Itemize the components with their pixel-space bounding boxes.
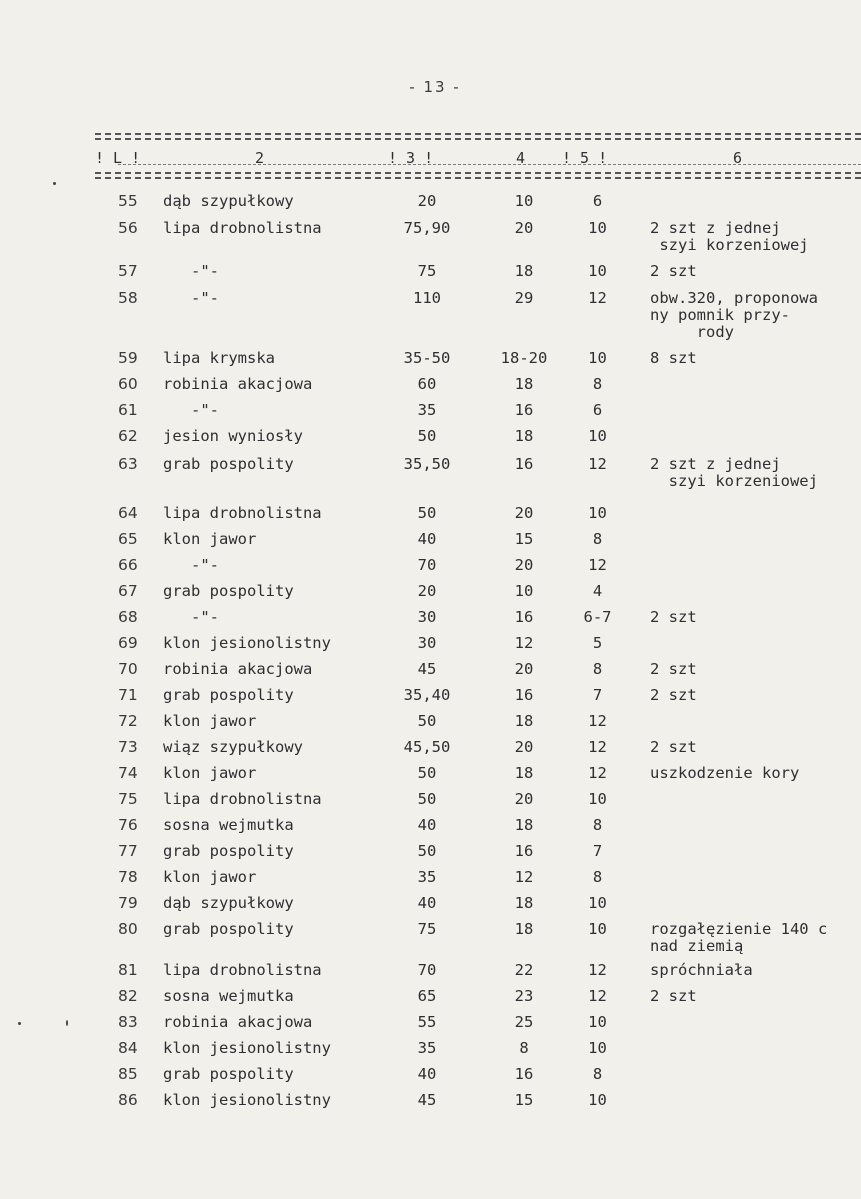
col-5-value: 10 xyxy=(588,427,607,445)
col-3-value: 30 xyxy=(417,608,437,626)
col-5-value: 12 xyxy=(588,455,607,473)
col-4-value: 20 xyxy=(514,660,534,678)
col-3-value: 50 xyxy=(417,504,437,522)
col-4-value: 16 xyxy=(514,1065,534,1083)
row-number: 55 xyxy=(118,192,138,210)
col-5-value: 7 xyxy=(592,842,603,860)
col-4-value: 20 xyxy=(514,219,534,237)
col-5-value: 12 xyxy=(588,712,607,730)
row-number: 68 xyxy=(118,608,138,626)
col-5-value: 12 xyxy=(588,987,607,1005)
row-number: 62 xyxy=(118,427,138,445)
note: 8 szt xyxy=(650,349,697,367)
row-number: 76 xyxy=(118,816,138,834)
row-number: 84 xyxy=(118,1039,138,1057)
col-3-value: 40 xyxy=(417,816,437,834)
header-col-1: ! L ! xyxy=(95,149,141,167)
row-number: 71 xyxy=(118,686,138,704)
row-number: 69 xyxy=(118,634,138,652)
col-4-value: 15 xyxy=(514,530,534,548)
col-3-value: 55 xyxy=(417,1013,437,1031)
row-number: 79 xyxy=(118,894,138,912)
header-rule-top xyxy=(95,133,861,140)
col-5-value: 8 xyxy=(592,375,603,393)
note: spróchniała xyxy=(650,961,753,979)
species-name: grab pospolity xyxy=(163,686,294,704)
col-5-value: 10 xyxy=(588,504,607,522)
row-number: 63 xyxy=(118,455,138,473)
col-3-value: 45 xyxy=(417,1091,437,1109)
col-3-value: 50 xyxy=(417,427,437,445)
row-number: 86 xyxy=(118,1091,138,1109)
species-name: dąb szypułkowy xyxy=(163,192,294,210)
col-4-value: 16 xyxy=(514,401,534,419)
col-5-value: 7 xyxy=(592,686,603,704)
col-4-value: 8 xyxy=(519,1039,529,1057)
col-5-value: 10 xyxy=(588,1013,607,1031)
species-name: lipa drobnolistna xyxy=(163,504,322,522)
species-name: klon jawor xyxy=(163,530,257,548)
col-5-value: 12 xyxy=(588,961,607,979)
col-3-value: 45 xyxy=(417,660,437,678)
col-4-value: 29 xyxy=(514,289,534,307)
col-4-value: 10 xyxy=(514,192,534,210)
header-rule-bottom xyxy=(95,172,861,179)
col-3-value: 50 xyxy=(417,764,437,782)
header-col-4: 4 xyxy=(516,149,526,167)
col-5-value: 6 xyxy=(592,192,603,210)
col-4-value: 20 xyxy=(514,738,534,756)
col-3-value: 20 xyxy=(417,582,437,600)
species-name: robinia akacjowa xyxy=(163,660,313,678)
col-5-value: 10 xyxy=(588,219,607,237)
col-3-value: 35 xyxy=(417,1039,437,1057)
species-name: dąb szypułkowy xyxy=(163,894,294,912)
species-name: jesion wyniosły xyxy=(163,427,303,445)
col-3-value: 35 xyxy=(417,868,437,886)
col-4-value: 10 xyxy=(514,582,534,600)
col-5-value: 12 xyxy=(588,738,607,756)
col-5-value: 8 xyxy=(592,868,603,886)
col-5-value: 12 xyxy=(588,556,607,574)
col-5-value: 12 xyxy=(588,764,607,782)
col-3-value: 35,50 xyxy=(403,455,451,473)
col-4-value: 18-20 xyxy=(500,349,548,367)
note: 2 szt z jednej szyi korzeniowej xyxy=(650,219,809,254)
species-name: klon jesionolistny xyxy=(163,1091,331,1109)
col-3-value: 70 xyxy=(417,961,437,979)
species-name: -"- xyxy=(163,262,219,280)
header-col-3: ! 3 ! xyxy=(388,149,434,167)
row-number: 67 xyxy=(118,582,138,600)
col-3-value: 45,50 xyxy=(403,738,451,756)
species-name: -"- xyxy=(163,401,219,419)
col-3-value: 110 xyxy=(413,289,441,307)
row-number: 77 xyxy=(118,842,138,860)
species-name: lipa drobnolistna xyxy=(163,219,322,237)
note: 2 szt xyxy=(650,987,697,1005)
col-4-value: 18 xyxy=(514,764,534,782)
col-5-value: 10 xyxy=(588,1039,607,1057)
col-5-value: 8 xyxy=(592,660,603,678)
col-5-value: 10 xyxy=(588,894,607,912)
col-4-value: 23 xyxy=(514,987,534,1005)
row-number: 72 xyxy=(118,712,138,730)
col-5-value: 4 xyxy=(592,582,603,600)
note: 2 szt z jednej szyi korzeniowej xyxy=(650,455,818,490)
species-name: robinia akacjowa xyxy=(163,375,313,393)
note: 2 szt xyxy=(650,686,697,704)
col-4-value: 16 xyxy=(514,686,534,704)
page-number: - 13 - xyxy=(409,78,461,96)
note: rozgałęzienie 140 c nad ziemią xyxy=(650,920,828,955)
row-number: 75 xyxy=(118,790,138,808)
row-number: 57 xyxy=(118,262,138,280)
col-5-value: 10 xyxy=(588,349,607,367)
col-4-value: 18 xyxy=(514,712,534,730)
col-3-value: 30 xyxy=(417,634,437,652)
species-name: klon jawor xyxy=(163,868,257,886)
header-col-2: 2 xyxy=(255,149,265,167)
col-3-value: 75,90 xyxy=(403,219,451,237)
col-5-value: 8 xyxy=(592,530,603,548)
table-header xyxy=(0,149,861,169)
row-number: 56 xyxy=(118,219,138,237)
species-name: grab pospolity xyxy=(163,1065,294,1083)
col-4-value: 20 xyxy=(514,790,534,808)
species-name: -"- xyxy=(163,556,219,574)
col-5-value: 8 xyxy=(592,816,603,834)
row-number: 64 xyxy=(118,504,138,522)
row-number: 81 xyxy=(118,961,138,979)
header-col-6: 6 xyxy=(733,149,743,167)
col-3-value: 35-50 xyxy=(403,349,451,367)
col-3-value: 65 xyxy=(417,987,437,1005)
col-5-value: 8 xyxy=(592,1065,603,1083)
col-4-value: 18 xyxy=(514,816,534,834)
col-4-value: 12 xyxy=(514,868,534,886)
species-name: lipa drobnolistna xyxy=(163,790,322,808)
col-3-value: 50 xyxy=(417,712,437,730)
col-4-value: 18 xyxy=(514,375,534,393)
col-3-value: 50 xyxy=(417,842,437,860)
col-3-value: 75 xyxy=(417,262,437,280)
row-number: 74 xyxy=(118,764,138,782)
row-number: 61 xyxy=(118,401,138,419)
col-4-value: 18 xyxy=(514,262,534,280)
row-number: 82 xyxy=(118,987,138,1005)
col-4-value: 16 xyxy=(514,455,534,473)
species-name: sosna wejmutka xyxy=(163,987,294,1005)
paper-speck xyxy=(53,182,56,185)
species-name: lipa krymska xyxy=(163,349,275,367)
species-name: klon jawor xyxy=(163,764,257,782)
col-3-value: 40 xyxy=(417,894,437,912)
row-number: 58 xyxy=(118,289,138,307)
col-4-value: 20 xyxy=(514,556,534,574)
note: uszkodzenie kory xyxy=(650,764,800,782)
col-5-value: 6 xyxy=(592,401,603,419)
header-col-5: ! 5 ! xyxy=(562,149,608,167)
note: 2 szt xyxy=(650,262,697,280)
row-number: 59 xyxy=(118,349,138,367)
col-3-value: 40 xyxy=(417,530,437,548)
row-number: 65 xyxy=(118,530,138,548)
col-5-value: 6-7 xyxy=(583,608,612,626)
species-name: robinia akacjowa xyxy=(163,1013,313,1031)
species-name: klon jesionolistny xyxy=(163,1039,331,1057)
species-name: lipa drobnolistna xyxy=(163,961,322,979)
row-number: 85 xyxy=(118,1065,138,1083)
row-number: 66 xyxy=(118,556,138,574)
species-name: -"- xyxy=(163,289,219,307)
col-3-value: 20 xyxy=(417,192,437,210)
col-4-value: 15 xyxy=(514,1091,534,1109)
col-3-value: 75 xyxy=(417,920,437,938)
col-4-value: 25 xyxy=(514,1013,534,1031)
species-name: klon jesionolistny xyxy=(163,634,331,652)
col-4-value: 16 xyxy=(514,842,534,860)
species-name: grab pospolity xyxy=(163,582,294,600)
row-number: 60 xyxy=(118,375,138,393)
col-5-value: 10 xyxy=(588,920,607,938)
col-3-value: 60 xyxy=(417,375,437,393)
col-4-value: 16 xyxy=(514,608,534,626)
col-4-value: 12 xyxy=(514,634,534,652)
species-name: wiąz szypułkowy xyxy=(163,738,303,756)
col-3-value: 70 xyxy=(417,556,437,574)
col-3-value: 50 xyxy=(417,790,437,808)
note: obw.320, proponowa ny pomnik przy- rody xyxy=(650,289,818,341)
col-5-value: 10 xyxy=(588,790,607,808)
paper-speck xyxy=(66,1020,68,1026)
species-name: grab pospolity xyxy=(163,842,294,860)
col-3-value: 35,40 xyxy=(403,686,451,704)
col-3-value: 35 xyxy=(417,401,437,419)
col-5-value: 10 xyxy=(588,262,607,280)
species-name: grab pospolity xyxy=(163,920,294,938)
row-number: 78 xyxy=(118,868,138,886)
note: 2 szt xyxy=(650,660,697,678)
species-name: -"- xyxy=(163,608,219,626)
row-number: 83 xyxy=(118,1013,138,1031)
species-name: klon jawor xyxy=(163,712,257,730)
col-5-value: 10 xyxy=(588,1091,607,1109)
col-4-value: 18 xyxy=(514,920,534,938)
header-divider xyxy=(118,164,861,165)
col-4-value: 18 xyxy=(514,427,534,445)
species-name: grab pospolity xyxy=(163,455,294,473)
row-number: 73 xyxy=(118,738,138,756)
paper-speck xyxy=(18,1022,21,1025)
note: 2 szt xyxy=(650,738,697,756)
col-5-value: 12 xyxy=(588,289,607,307)
col-3-value: 40 xyxy=(417,1065,437,1083)
col-5-value: 5 xyxy=(592,634,603,652)
col-4-value: 18 xyxy=(514,894,534,912)
species-name: sosna wejmutka xyxy=(163,816,294,834)
col-4-value: 22 xyxy=(514,961,534,979)
col-4-value: 20 xyxy=(514,504,534,522)
note: 2 szt xyxy=(650,608,697,626)
row-number: 70 xyxy=(118,660,138,678)
row-number: 80 xyxy=(118,920,138,938)
